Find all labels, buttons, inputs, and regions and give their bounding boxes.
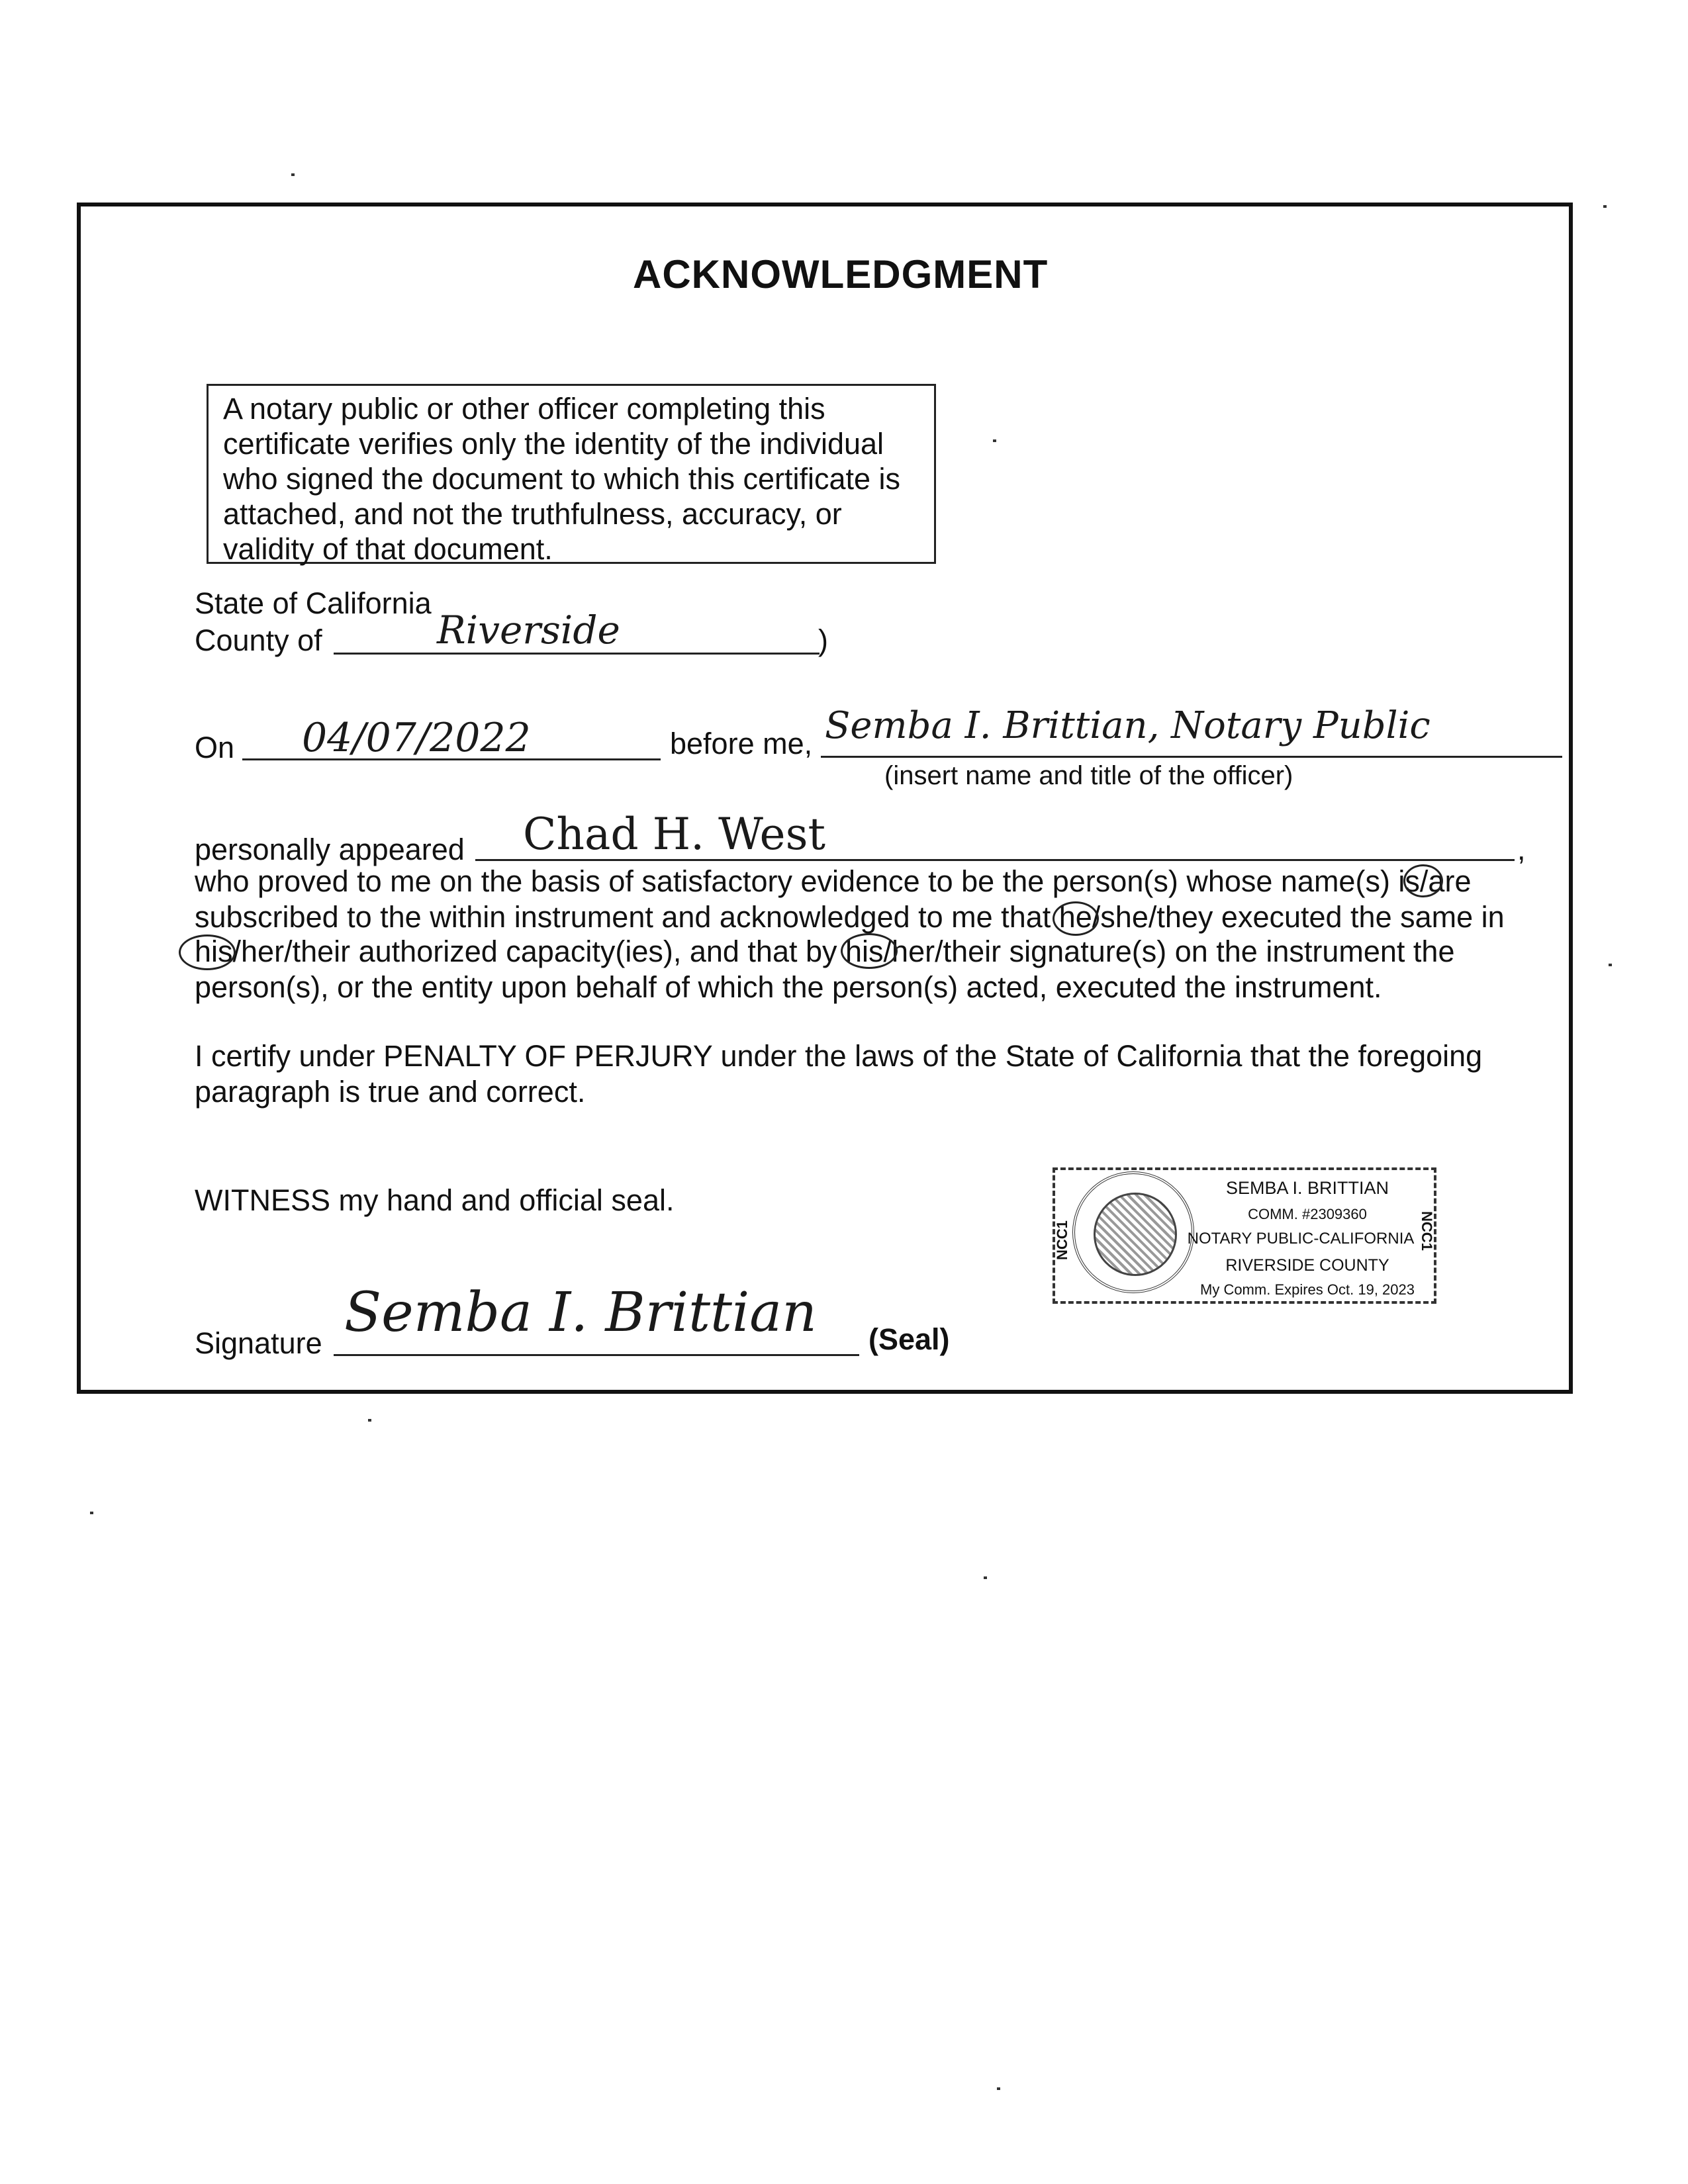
- county-value: Riverside: [437, 608, 620, 653]
- seal-side-code: NCC1: [1419, 1211, 1435, 1251]
- scan-speck: [291, 173, 295, 176]
- seal-side-code: NCC1: [1054, 1220, 1070, 1260]
- state-label: State of California: [195, 586, 432, 620]
- body-line: person(s), or the entity upon behalf of which the person(s) acted, executed the instrument.: [195, 970, 1382, 1004]
- seal-expires: My Comm. Expires Oct. 19, 2023: [1200, 1281, 1415, 1298]
- county-line: [334, 653, 820, 655]
- seal-label: (Seal): [868, 1322, 950, 1356]
- notice-line: who signed the document to which this certificate is: [223, 462, 901, 496]
- scan-speck: [1609, 964, 1612, 966]
- signature-label: Signature: [195, 1326, 322, 1360]
- scan-speck: [984, 1576, 987, 1579]
- appeared-label: personally appeared: [195, 833, 465, 866]
- signature-line: [334, 1354, 859, 1356]
- witness-text: WITNESS my hand and official seal.: [195, 1183, 675, 1217]
- date-value: 04/07/2022: [302, 715, 531, 761]
- body-line: his/her/their authorized capacity(ies), and that by his/her/their signature(s) on the instrument the: [195, 934, 1455, 968]
- pronoun-circle: [1053, 901, 1099, 936]
- scan-speck: [368, 1419, 371, 1422]
- scan-speck: [993, 439, 996, 442]
- notice-line: validity of that document.: [223, 532, 553, 566]
- seal-title: NOTARY PUBLIC-CALIFORNIA: [1187, 1230, 1415, 1248]
- perjury-line: paragraph is true and correct.: [195, 1075, 586, 1109]
- appeared-value: Chad H. West: [523, 809, 826, 860]
- body-line: who proved to me on the basis of satisfactory evidence to be the person(s) whose name(s) is/are: [195, 864, 1472, 898]
- county-label: County of: [195, 623, 322, 657]
- perjury-line: I certify under PENALTY OF PERJURY under the laws of the State of California that the foregoing: [195, 1039, 1483, 1073]
- state-seal-emblem: [1072, 1171, 1194, 1293]
- county-paren: ): [818, 623, 828, 657]
- scan-speck: [997, 2087, 1000, 2090]
- officer-hint: (insert name and title of the officer): [884, 761, 1293, 790]
- notice-line: A notary public or other officer completing this: [223, 392, 825, 426]
- pronoun-circle: [841, 933, 898, 969]
- pronoun-circle: [1403, 864, 1443, 897]
- scan-speck: [1603, 205, 1607, 208]
- body-line: subscribed to the within instrument and acknowledged to me that he/she/they executed the same in: [195, 900, 1505, 934]
- notice-line: attached, and not the truthfulness, accuracy, or: [223, 497, 842, 531]
- scan-speck: [90, 1512, 93, 1514]
- pronoun-circle: [179, 934, 236, 970]
- seal-name: SEMBA I. BRITTIAN: [1225, 1178, 1389, 1198]
- seal-county: RIVERSIDE COUNTY: [1225, 1256, 1389, 1275]
- page-title: ACKNOWLEDGMENT: [633, 252, 1049, 296]
- seal-commission: COMM. #2309360: [1248, 1206, 1367, 1222]
- officer-value: Semba I. Brittian, Notary Public: [825, 704, 1430, 747]
- before-me-label: before me,: [670, 727, 813, 760]
- signature-value: Semba I. Brittian: [344, 1281, 817, 1344]
- notice-box: [207, 384, 936, 564]
- officer-line: [821, 756, 1562, 758]
- appeared-comma: ,: [1517, 833, 1526, 866]
- notice-line: certificate verifies only the identity of the individual: [223, 427, 884, 461]
- on-label: On: [195, 731, 235, 764]
